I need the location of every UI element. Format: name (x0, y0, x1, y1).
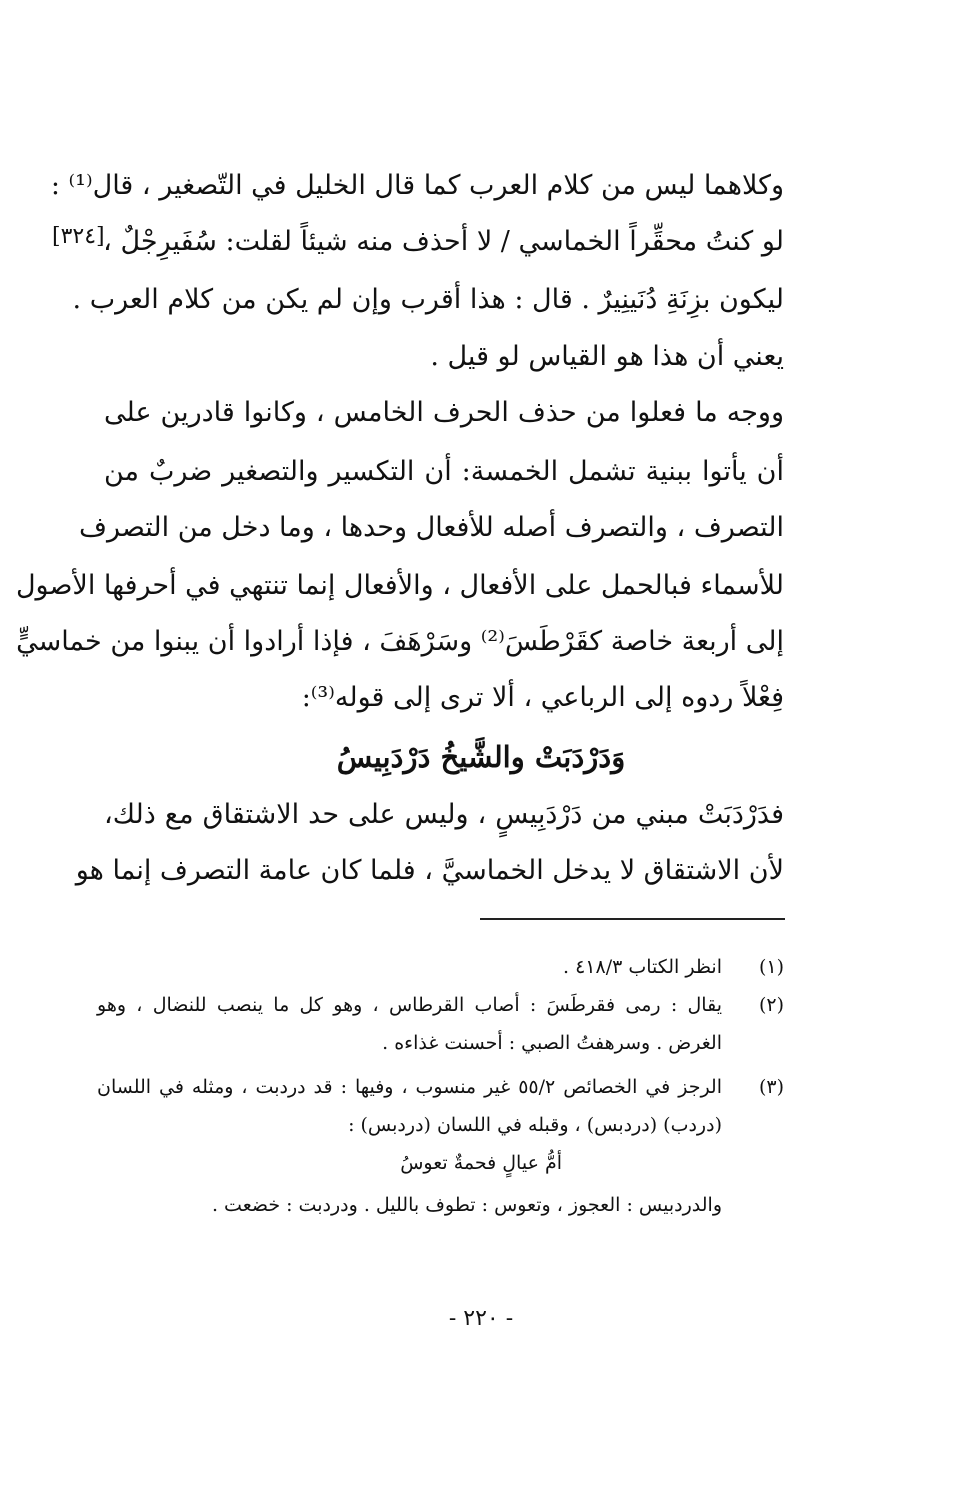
body-line-10: فِعْلاً ردوه إلى الرباعي ، ألا ترى إلى قوله⁽³⁾: (301, 682, 784, 713)
body-line-7: التصرف ، والتصرف أصله للأفعال وحدها ، وما دخل من التصرف (78, 512, 784, 543)
footnote-2-line-1: يقال : رمى فقرطَسَ : أصاب القرطاس ، وهو كل ما ينصب للنضال ، وهو (97, 994, 722, 1016)
footnote-3-line-3: والدردبيس : العجوز ، وتعوس : تطوف بالليل . ودردبت : خضعت . (211, 1194, 722, 1216)
body-line-8: للأسماء فبالحمل على الأفعال ، والأفعال إنما تنتهي في أحرفها الأصول (15, 570, 784, 601)
footnote-separator (480, 918, 785, 920)
footnote-1-text: انظر الكتاب ٤١٨/٣ . (562, 956, 722, 978)
footnote-3-number: (٣) (758, 1076, 784, 1098)
page-number: - ٢٢٠ - (448, 1306, 514, 1331)
body-line-3: ليكون بزِنَةِ دُنَينِيرٌ . قال : هذا أقرب وإن لم يكن من كلام العرب . (72, 284, 784, 315)
margin-page-reference: [٣٢٤] (52, 224, 105, 249)
verse-line: وَدَرْدَبَتْ والشَّيخُ دَرْدَبِيسُ (336, 740, 626, 774)
body-line-6: أن يأتوا ببنية تشمل الخمسة: أن التكسير والتصغير ضربٌ من (104, 456, 784, 487)
body-line-4: يعني أن هذا هو القياس لو قيل . (430, 341, 784, 372)
body-line-9: إلى أربعة خاصة كقَرْطَسَ⁽²⁾ وسَرْهَفَ ، فإذا أرادوا أن يبنوا من خماسيٍّ (16, 626, 784, 657)
footnote-2-number: (٢) (758, 994, 784, 1016)
footnote-3-line-1: الرجز في الخصائص ٥٥/٢ غير منسوب ، وفيها : قد دردبت ، ومثله في اللسان (97, 1076, 723, 1098)
footnote-3-line-2: (دردب) (دردبس) ، وقبله في اللسان (دردبس) : (348, 1114, 722, 1136)
body-line-1: وكلاهما ليس من كلام العرب كما قال الخليل في التّصغير ، قال⁽¹⁾ : (50, 170, 784, 201)
body-line-11: فدَرْدَبَتْ مبني من دَرْدَبِيسٍ ، وليس على حد الاشتقاق مع ذلك، (104, 799, 784, 830)
footnote-1-number: (١) (758, 956, 784, 978)
body-line-5: ووجه ما فعلوا من حذف الحرف الخامس ، وكانوا قادرين على (104, 397, 784, 428)
footnote-3-verse: أمُّ عيالٍ فحمةٌ تعوسُ (400, 1152, 562, 1174)
body-line-2: لو كنتُ محقِّراً الخماسي / لا أحذف منه شيئاً لقلت: سُفَيرِجْلٌ ، (103, 226, 784, 257)
footnote-2-line-2: الغرض . وسرهفتُ الصبي : أحسنت غذاءه . (382, 1032, 722, 1054)
body-line-12: لأن الاشتقاق لا يدخل الخماسيَّ ، فلما كان عامة التصرف إنما هو (75, 855, 784, 886)
